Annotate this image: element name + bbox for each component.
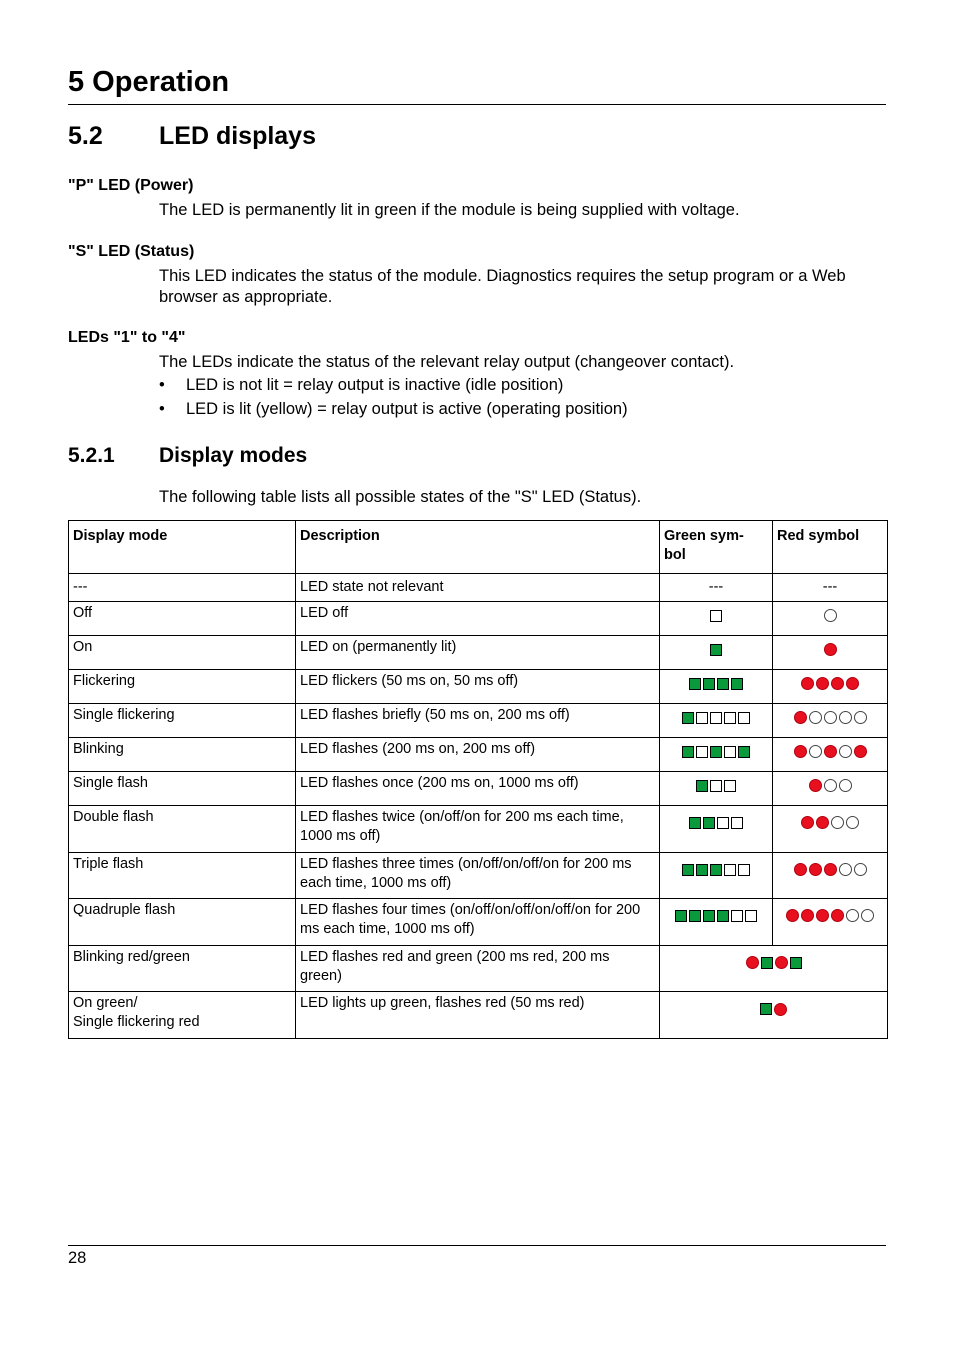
table-row bbox=[69, 670, 888, 704]
display-modes-table bbox=[68, 520, 888, 1039]
green-symbol bbox=[710, 610, 722, 622]
green-symbol-cell: --- bbox=[660, 574, 773, 602]
green-symbol-cell bbox=[660, 636, 773, 670]
description-cell: LED state not relevant bbox=[296, 574, 660, 602]
red-symbol-cell bbox=[773, 806, 888, 853]
green-square-unlit-icon bbox=[710, 610, 722, 622]
green-square-lit-icon bbox=[689, 678, 701, 690]
mode-line: On green/ bbox=[73, 995, 138, 1011]
red-circle-unlit-icon bbox=[861, 909, 874, 922]
green-square-lit-icon bbox=[696, 780, 708, 792]
mode-cell: Flickering bbox=[69, 670, 296, 704]
table-row bbox=[69, 602, 888, 636]
green-symbol bbox=[682, 746, 750, 758]
green-square-lit-icon bbox=[710, 644, 722, 656]
red-symbol-cell bbox=[773, 602, 888, 636]
green-square-lit-icon bbox=[703, 817, 715, 829]
red-circle-unlit-icon bbox=[839, 863, 852, 876]
red-circle-unlit-icon bbox=[854, 711, 867, 724]
green-symbol bbox=[689, 817, 743, 829]
red-circle-lit-icon bbox=[831, 909, 844, 922]
green-symbol bbox=[682, 712, 750, 724]
red-circle-lit-icon bbox=[846, 677, 859, 690]
red-circle-unlit-icon bbox=[839, 779, 852, 792]
red-symbol bbox=[824, 643, 837, 656]
bullet-marker: • bbox=[159, 400, 165, 418]
green-square-lit-icon bbox=[731, 678, 743, 690]
red-circle-lit-icon bbox=[801, 909, 814, 922]
mode-cell: Double flash bbox=[69, 806, 296, 853]
red-symbol bbox=[801, 816, 859, 829]
red-symbol bbox=[786, 909, 874, 922]
green-symbol bbox=[710, 644, 722, 656]
red-symbol-cell bbox=[773, 853, 888, 899]
green-square-unlit-icon bbox=[724, 746, 736, 758]
green-symbol-cell bbox=[660, 772, 773, 806]
section-title: LED displays bbox=[159, 122, 316, 150]
red-circle-unlit-icon bbox=[809, 745, 822, 758]
red-symbol-cell: --- bbox=[773, 574, 888, 602]
mode-cell: Quadruple flash bbox=[69, 899, 296, 946]
green-square-lit-icon bbox=[790, 957, 802, 969]
red-circle-unlit-icon bbox=[824, 711, 837, 724]
red-symbol bbox=[801, 677, 859, 690]
red-symbol bbox=[794, 863, 867, 876]
green-square-lit-icon bbox=[689, 910, 701, 922]
green-square-lit-icon bbox=[760, 1003, 772, 1015]
green-square-unlit-icon bbox=[724, 712, 736, 724]
footer-rule bbox=[68, 1245, 886, 1246]
red-symbol-cell bbox=[773, 899, 888, 946]
green-square-lit-icon bbox=[717, 678, 729, 690]
table-header-row bbox=[69, 521, 888, 574]
header-green-line2: bol bbox=[664, 547, 686, 563]
red-symbol bbox=[824, 609, 837, 622]
table-row bbox=[69, 574, 888, 602]
description-cell: LED flickers (50 ms on, 50 ms off) bbox=[296, 670, 660, 704]
red-symbol bbox=[794, 711, 867, 724]
green-symbol bbox=[696, 780, 736, 792]
p-led-heading: "P" LED (Power) bbox=[68, 177, 194, 194]
red-circle-lit-icon bbox=[824, 643, 837, 656]
green-square-unlit-icon bbox=[717, 817, 729, 829]
bullet-text: LED is lit (yellow) = relay output is active (operating position) bbox=[186, 400, 628, 418]
green-square-lit-icon bbox=[682, 746, 694, 758]
green-square-unlit-icon bbox=[731, 910, 743, 922]
green-symbol-cell bbox=[660, 670, 773, 704]
green-square-unlit-icon bbox=[710, 712, 722, 724]
red-circle-lit-icon bbox=[824, 745, 837, 758]
red-symbol-cell bbox=[773, 670, 888, 704]
green-square-lit-icon bbox=[710, 746, 722, 758]
red-circle-unlit-icon bbox=[831, 816, 844, 829]
red-circle-lit-icon bbox=[801, 677, 814, 690]
mode-line: Single flickering red bbox=[73, 1014, 200, 1030]
green-square-lit-icon bbox=[682, 864, 694, 876]
green-square-unlit-icon bbox=[745, 910, 757, 922]
mode-cell: Blinking bbox=[69, 738, 296, 772]
mode-cell: Single flickering bbox=[69, 704, 296, 738]
header-green-symbol bbox=[660, 521, 773, 574]
green-square-lit-icon bbox=[696, 864, 708, 876]
bullet-text: LED is not lit = relay output is inactive (idle position) bbox=[186, 376, 564, 394]
green-square-lit-icon bbox=[682, 712, 694, 724]
red-circle-lit-icon bbox=[809, 863, 822, 876]
green-symbol bbox=[689, 678, 743, 690]
s-led-text: This LED indicates the status of the module. Diagnostics requires the setup program or a Web browser as appropriate. bbox=[159, 267, 846, 306]
red-circle-unlit-icon bbox=[854, 863, 867, 876]
green-square-lit-icon bbox=[717, 910, 729, 922]
table-row bbox=[69, 772, 888, 806]
mode-cell: On bbox=[69, 636, 296, 670]
green-square-unlit-icon bbox=[710, 780, 722, 792]
red-circle-unlit-icon bbox=[824, 609, 837, 622]
section-heading bbox=[68, 122, 668, 154]
red-symbol-cell bbox=[773, 772, 888, 806]
subsection-intro: The following table lists all possible states of the "S" LED (Status). bbox=[159, 488, 642, 506]
description-cell: LED flashes (200 ms on, 200 ms off) bbox=[296, 738, 660, 772]
mode-cell: Single flash bbox=[69, 772, 296, 806]
red-circle-lit-icon bbox=[824, 863, 837, 876]
red-circle-lit-icon bbox=[774, 1003, 787, 1016]
green-square-unlit-icon bbox=[731, 817, 743, 829]
mode-cell: Triple flash bbox=[69, 853, 296, 899]
description-cell: LED lights up green, flashes red (50 ms red) bbox=[296, 992, 660, 1039]
red-circle-lit-icon bbox=[854, 745, 867, 758]
green-symbol bbox=[675, 910, 757, 922]
table-row bbox=[69, 636, 888, 670]
section-number: 5.2 bbox=[68, 122, 103, 150]
description-cell: LED flashes once (200 ms on, 1000 ms off) bbox=[296, 772, 660, 806]
green-square-unlit-icon bbox=[724, 864, 736, 876]
header-green-line1: Green sym- bbox=[664, 528, 744, 544]
green-square-unlit-icon bbox=[696, 746, 708, 758]
green-symbol-cell bbox=[660, 806, 773, 853]
combined-symbol-cell bbox=[660, 992, 888, 1039]
subsection-heading bbox=[68, 444, 668, 472]
green-square-unlit-icon bbox=[738, 864, 750, 876]
red-symbol bbox=[794, 745, 867, 758]
green-square-lit-icon bbox=[689, 817, 701, 829]
green-square-lit-icon bbox=[703, 910, 715, 922]
red-circle-lit-icon bbox=[794, 745, 807, 758]
green-symbol-cell bbox=[660, 899, 773, 946]
green-square-lit-icon bbox=[710, 864, 722, 876]
bullet-item bbox=[159, 376, 859, 398]
green-symbol-cell bbox=[660, 704, 773, 738]
green-symbol-cell bbox=[660, 602, 773, 636]
subsection-number: 5.2.1 bbox=[68, 444, 115, 467]
red-circle-lit-icon bbox=[746, 956, 759, 969]
red-symbol bbox=[809, 779, 852, 792]
red-circle-lit-icon bbox=[801, 816, 814, 829]
green-square-lit-icon bbox=[675, 910, 687, 922]
green-symbol bbox=[682, 864, 750, 876]
bullet-item bbox=[159, 400, 859, 422]
description-cell: LED flashes red and green (200 ms red, 200 ms green) bbox=[296, 946, 660, 992]
green-symbol-cell bbox=[660, 853, 773, 899]
table-row bbox=[69, 853, 888, 899]
red-circle-lit-icon bbox=[775, 956, 788, 969]
p-led-text: The LED is permanently lit in green if the module is being supplied with voltage. bbox=[159, 201, 740, 219]
red-circle-unlit-icon bbox=[846, 909, 859, 922]
leds-1-4-heading: LEDs "1" to "4" bbox=[68, 329, 186, 346]
table-row bbox=[69, 899, 888, 946]
description-cell: LED off bbox=[296, 602, 660, 636]
red-symbol-cell bbox=[773, 636, 888, 670]
mode-cell: --- bbox=[69, 574, 296, 602]
green-red-symbol bbox=[760, 1003, 787, 1016]
header-red-symbol: Red symbol bbox=[773, 521, 888, 574]
table-row bbox=[69, 806, 888, 853]
green-square-lit-icon bbox=[738, 746, 750, 758]
red-circle-lit-icon bbox=[794, 863, 807, 876]
combined-symbol-cell bbox=[660, 946, 888, 992]
chapter-title: 5 Operation bbox=[68, 66, 230, 98]
table-row bbox=[69, 738, 888, 772]
description-cell: LED flashes three times (on/off/on/off/on for 200 ms each time, 1000 ms off) bbox=[296, 853, 660, 899]
bullet-marker: • bbox=[159, 376, 165, 394]
red-circle-unlit-icon bbox=[846, 816, 859, 829]
table-row bbox=[69, 704, 888, 738]
red-circle-unlit-icon bbox=[839, 745, 852, 758]
red-circle-lit-icon bbox=[816, 677, 829, 690]
red-circle-lit-icon bbox=[794, 711, 807, 724]
header-rule bbox=[68, 104, 886, 105]
red-circle-unlit-icon bbox=[824, 779, 837, 792]
green-symbol-cell bbox=[660, 738, 773, 772]
description-cell: LED flashes twice (on/off/on for 200 ms each time, 1000 ms off) bbox=[296, 806, 660, 853]
header-display-mode: Display mode bbox=[69, 521, 296, 574]
table-row bbox=[69, 992, 888, 1039]
mode-cell: Off bbox=[69, 602, 296, 636]
red-circle-lit-icon bbox=[816, 816, 829, 829]
red-circle-unlit-icon bbox=[809, 711, 822, 724]
leds-1-4-text: The LEDs indicate the status of the relevant relay output (changeover contact). bbox=[159, 353, 735, 371]
green-square-lit-icon bbox=[703, 678, 715, 690]
page-number: 28 bbox=[68, 1249, 87, 1267]
s-led-heading: "S" LED (Status) bbox=[68, 243, 195, 260]
description-cell: LED on (permanently lit) bbox=[296, 636, 660, 670]
header-description: Description bbox=[296, 521, 660, 574]
red-symbol-cell bbox=[773, 704, 888, 738]
table-row bbox=[69, 946, 888, 992]
red-green-symbol bbox=[746, 956, 802, 969]
description-cell: LED flashes briefly (50 ms on, 200 ms off) bbox=[296, 704, 660, 738]
red-symbol-cell bbox=[773, 738, 888, 772]
green-square-unlit-icon bbox=[696, 712, 708, 724]
red-circle-lit-icon bbox=[831, 677, 844, 690]
green-square-lit-icon bbox=[761, 957, 773, 969]
red-circle-lit-icon bbox=[809, 779, 822, 792]
red-circle-lit-icon bbox=[786, 909, 799, 922]
green-square-unlit-icon bbox=[724, 780, 736, 792]
mode-cell: Blinking red/green bbox=[69, 946, 296, 992]
red-circle-unlit-icon bbox=[839, 711, 852, 724]
subsection-title: Display modes bbox=[159, 444, 308, 467]
red-circle-lit-icon bbox=[816, 909, 829, 922]
description-cell: LED flashes four times (on/off/on/off/on/off/on for 200 ms each time, 1000 ms off) bbox=[296, 899, 660, 946]
mode-cell bbox=[69, 992, 296, 1039]
green-square-unlit-icon bbox=[738, 712, 750, 724]
